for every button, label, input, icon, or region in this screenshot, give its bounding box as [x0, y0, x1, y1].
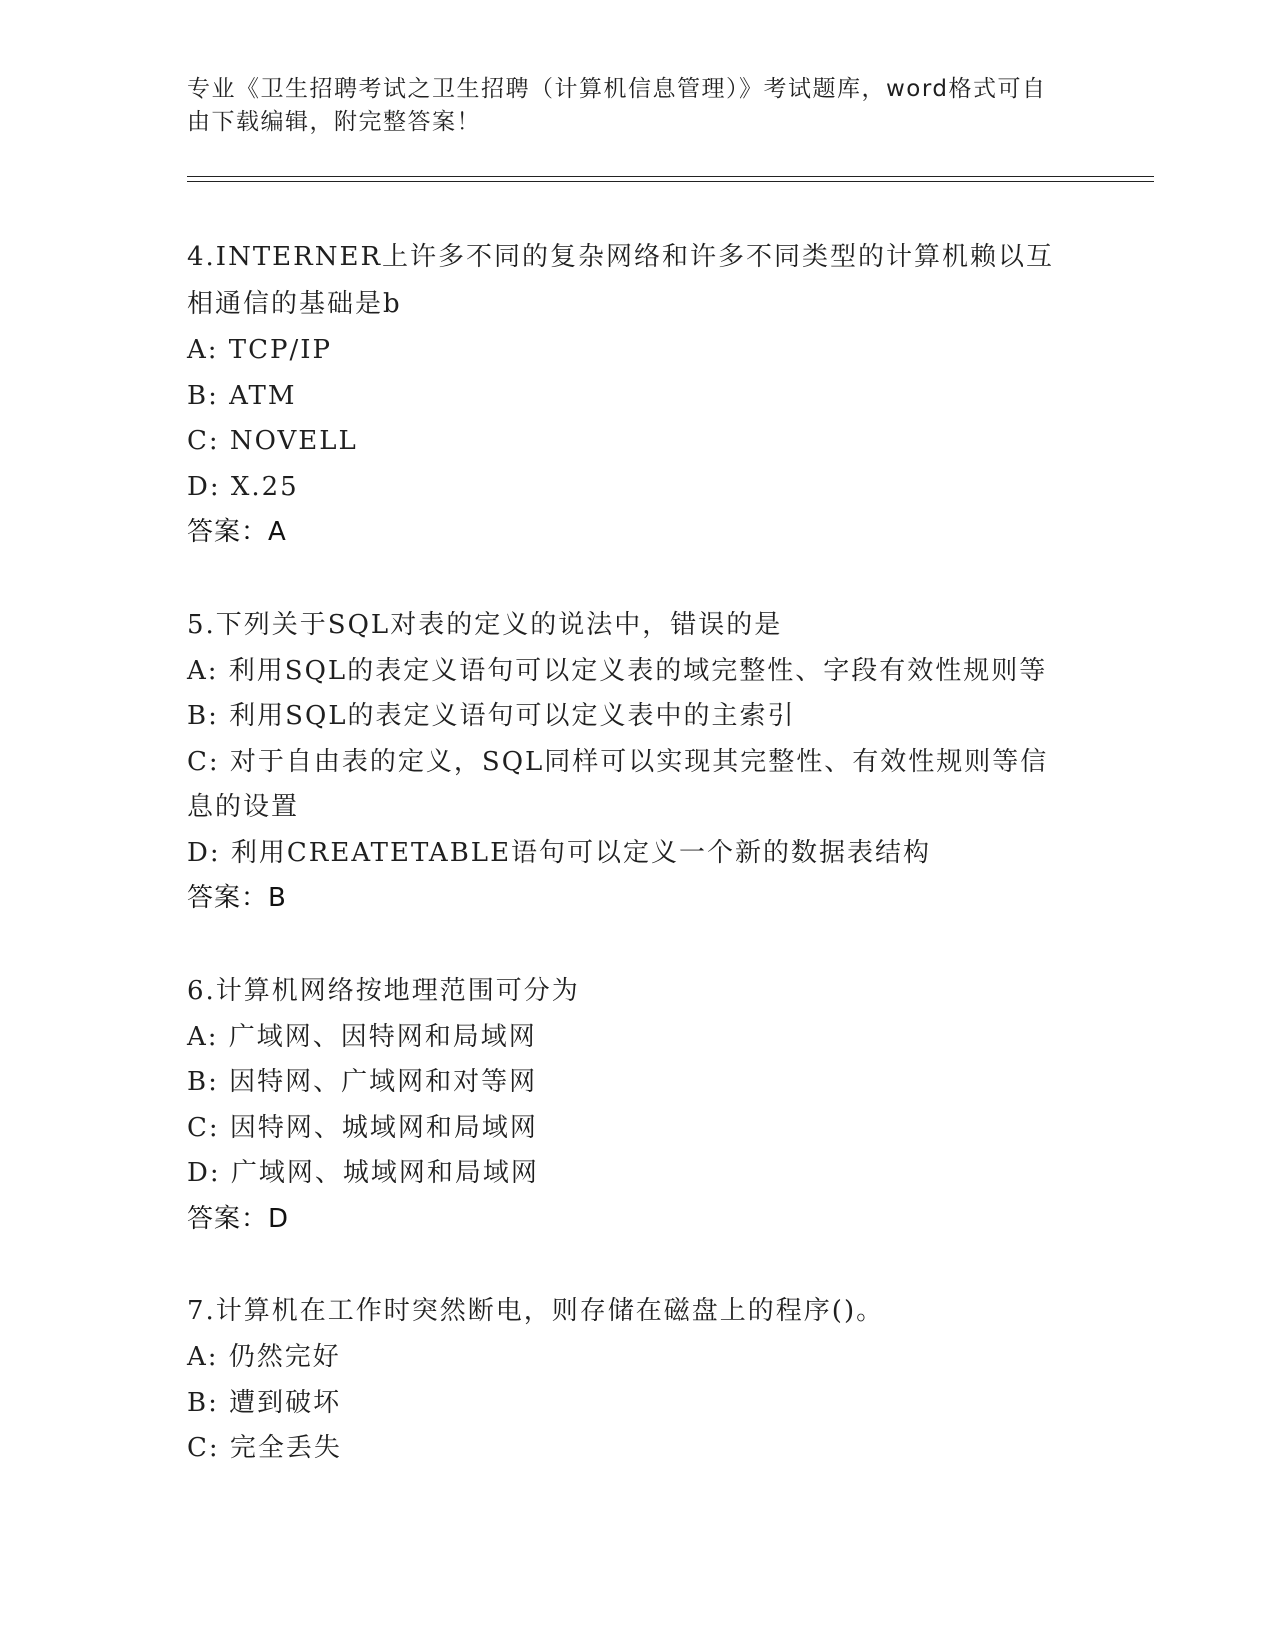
question-stem: 5.下列关于SQL对表的定义的说法中，错误的是 [187, 609, 783, 640]
question-5 [187, 602, 1067, 922]
option-d: D: 广域网、城域网和局域网 [187, 1158, 539, 1188]
option-a: A: 广域网、因特网和局域网 [187, 1021, 537, 1052]
answer-label: 答案：B [187, 883, 287, 913]
answer-label: 答案：A [187, 517, 287, 547]
option-b: B: ATM [187, 380, 297, 411]
question-list [187, 234, 1067, 1518]
question-6 [187, 968, 1067, 1243]
option-c: C: 对于自由表的定义，SQL同样可以实现其完整性、有效性规则等信息的设置 [187, 746, 1049, 822]
option-d: D: X.25 [187, 471, 299, 502]
document-header: 专业《卫生招聘考试之卫生招聘（计算机信息管理）》考试题库，word格式可自由下载编辑，附完整答案！ [187, 76, 1047, 135]
option-c: C: NOVELL [187, 426, 358, 456]
question-stem: 6.计算机网络按地理范围可分为 [187, 975, 580, 1006]
option-b: B: 因特网、广域网和对等网 [187, 1067, 538, 1097]
option-b: B: 遭到破坏 [187, 1387, 342, 1418]
option-d: D: 利用CREATETABLE语句可以定义一个新的数据表结构 [187, 837, 932, 868]
option-a: A: 仍然完好 [187, 1342, 341, 1372]
question-7 [187, 1288, 1067, 1472]
option-b: B: 利用SQL的表定义语句可以定义表中的主索引 [187, 701, 796, 731]
option-c: C: 完全丢失 [187, 1433, 342, 1463]
option-a: A: TCP/IP [187, 335, 333, 365]
question-4 [187, 234, 1067, 556]
option-c: C: 因特网、城域网和局域网 [187, 1112, 538, 1143]
answer-label: 答案：D [187, 1203, 290, 1234]
header-divider-bottom [187, 181, 1154, 182]
question-stem: 4.INTERNER上许多不同的复杂网络和许多不同类型的计算机赖以互相通信的基础是b [187, 242, 1055, 319]
header-divider-top [187, 176, 1154, 177]
option-a: A: 利用SQL的表定义语句可以定义表的域完整性、字段有效性规则等 [187, 655, 1048, 686]
question-stem: 7.计算机在工作时突然断电，则存储在磁盘上的程序()。 [187, 1296, 885, 1326]
